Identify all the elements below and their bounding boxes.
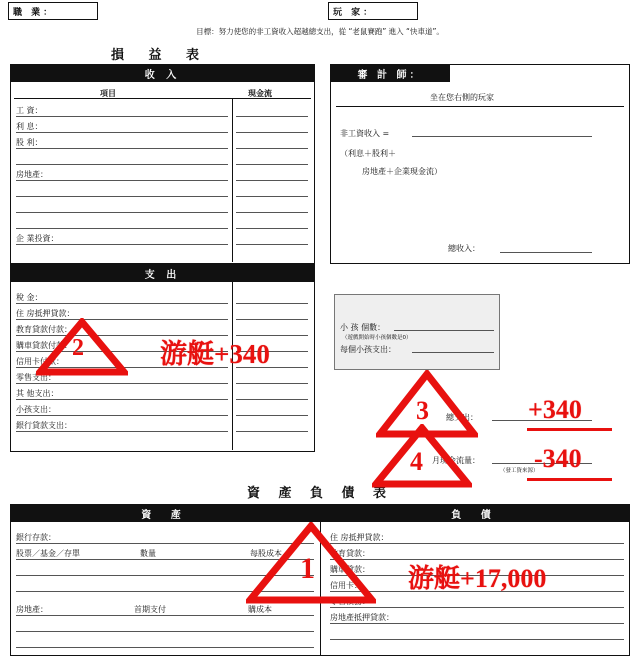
assets-header-label: 資 產 <box>141 509 189 521</box>
income-row-rule[interactable] <box>236 132 308 133</box>
income-row-rule[interactable] <box>236 164 308 165</box>
income-row-rule[interactable] <box>16 228 228 229</box>
asset-row-label: 房地產： <box>16 605 48 614</box>
annotation-number-1: 1 <box>300 552 315 585</box>
expense-row-label: 零售支出： <box>16 373 56 382</box>
non-wage-income-rule[interactable] <box>412 136 592 137</box>
income-row-rule[interactable] <box>236 148 308 149</box>
income-row-rule[interactable] <box>236 228 308 229</box>
auditor-subtitle: 坐在您右側的玩家 <box>430 93 494 102</box>
income-row-label: 工 資： <box>16 106 43 115</box>
expense-row-label: 小孩支出： <box>16 405 56 414</box>
liability-row-rule[interactable] <box>330 543 624 544</box>
total-expense-label: 總支出： <box>446 413 478 422</box>
balance-sheet-divider <box>320 522 321 656</box>
total-income-label: 總收入： <box>448 244 480 253</box>
per-child-expense-rule[interactable] <box>412 352 494 353</box>
liability-row-label: 零售債務： <box>330 597 370 606</box>
income-row-label: 房地產： <box>16 170 48 179</box>
annotation-number-4: 4 <box>410 447 423 476</box>
expense-row-label: 教育貸款付款： <box>16 325 72 334</box>
expense-row-label: 稅 金： <box>16 293 43 302</box>
asset-row-label: 銀行存款： <box>16 533 56 542</box>
asset-col-qty: 數量 <box>140 549 156 558</box>
income-row-rule[interactable] <box>16 148 228 149</box>
annotation-plus-340-underline <box>527 428 612 431</box>
annotation-number-2: 2 <box>72 335 84 361</box>
liability-row-label: 教育貸款： <box>330 549 370 558</box>
expense-row-rule[interactable] <box>16 383 228 384</box>
expense-row-rule[interactable] <box>236 431 308 432</box>
goal-text: 目標：努力使您的非工資收入超越總支出，從 “老鼠賽跑” 進入 “快車道”。 <box>196 27 444 36</box>
expense-row-rule[interactable] <box>16 303 228 304</box>
asset-col-downpay: 首期支付 <box>134 605 166 614</box>
annotation-number-3: 3 <box>416 396 429 425</box>
liability-row-label: 購車貸款： <box>330 565 370 574</box>
income-row-rule[interactable] <box>16 132 228 133</box>
expense-row-rule[interactable] <box>236 303 308 304</box>
expense-header <box>10 264 315 282</box>
player-tab-label: 玩 家： <box>333 7 376 18</box>
auditor-subtitle-rule <box>336 106 624 107</box>
annotation-yacht-340: 游艇+340 <box>160 339 270 369</box>
expense-row-rule[interactable] <box>236 383 308 384</box>
income-row-label: 股 利： <box>16 138 43 147</box>
income-row-rule[interactable] <box>236 116 308 117</box>
income-row-rule[interactable] <box>16 116 228 117</box>
annotation-plus-340: +340 <box>528 395 582 424</box>
income-row-label: 企 業投資： <box>16 234 59 243</box>
income-row-rule[interactable] <box>236 196 308 197</box>
formula-line-1: （利息＋股利＋ <box>340 149 396 158</box>
expense-row-rule[interactable] <box>16 431 228 432</box>
asset-row-rule[interactable] <box>16 559 314 560</box>
income-row-rule[interactable] <box>16 196 228 197</box>
asset-row-rule[interactable] <box>16 647 314 648</box>
income-col-item: 項目 <box>100 89 116 98</box>
asset-row-rule[interactable] <box>16 543 314 544</box>
liabilities-header <box>320 504 630 522</box>
total-income-rule[interactable] <box>500 252 592 253</box>
expense-header-label: 支 出 <box>144 269 181 281</box>
income-row-rule[interactable] <box>236 212 308 213</box>
per-child-expense-label: 每個小孩支出： <box>340 345 396 354</box>
income-statement-title: 損 益 表 <box>110 48 210 63</box>
balance-sheet-title: 資 產 負 債 表 <box>246 486 394 501</box>
expense-row-rule[interactable] <box>236 319 308 320</box>
income-row-label: 利 息： <box>16 122 43 131</box>
asset-row-label: 股票／基金／存單 <box>16 549 80 558</box>
asset-row-rule[interactable] <box>16 615 314 616</box>
annotation-minus-340-underline <box>527 478 612 481</box>
liability-row-label: 信用卡： <box>330 581 362 590</box>
expense-row-label: 購車貸款付款： <box>16 341 72 350</box>
asset-row-rule[interactable] <box>16 575 314 576</box>
income-col-rule <box>14 98 311 99</box>
expense-row-label: 銀行貸款支出： <box>16 421 72 430</box>
expense-row-label: 住 房抵押貸款： <box>16 309 75 318</box>
monthly-cashflow-note: （發工資來源） <box>500 468 539 474</box>
expense-row-rule[interactable] <box>16 415 228 416</box>
occupation-tab-label: 職 業： <box>13 7 56 18</box>
auditor-header <box>330 64 450 82</box>
formula-line-2: 房地產＋企業現金流） <box>362 167 442 176</box>
children-count-label: 小 孩 個數： <box>340 323 386 332</box>
income-header <box>10 64 315 82</box>
income-row-rule[interactable] <box>16 244 228 245</box>
expense-row-rule[interactable] <box>16 399 228 400</box>
income-row-rule[interactable] <box>16 164 228 165</box>
asset-col-cost: 每股成本 <box>250 549 282 558</box>
liability-row-label: 住 房抵押貸款： <box>330 533 389 542</box>
auditor-header-label: 審 計 師： <box>357 69 423 81</box>
expense-row-label: 信用卡付款： <box>16 357 64 366</box>
player-tab[interactable] <box>328 2 418 20</box>
expense-row-label: 其 他支出： <box>16 389 59 398</box>
children-count-rule[interactable] <box>394 330 494 331</box>
monthly-cashflow-label: 月現金流量： <box>432 456 480 465</box>
expense-row-rule[interactable] <box>16 319 228 320</box>
expense-row-rule[interactable] <box>236 399 308 400</box>
annotation-yacht-17000: 游艇+17,000 <box>408 564 547 593</box>
income-row-rule[interactable] <box>236 244 308 245</box>
income-header-label: 收 入 <box>144 69 181 81</box>
income-col-cashflow: 現金流 <box>248 89 272 98</box>
asset-col-total-cost: 購成本 <box>248 605 272 614</box>
liability-row-rule[interactable] <box>330 607 624 608</box>
non-wage-income-label: 非工資收入 = <box>340 129 390 138</box>
income-row-rule[interactable] <box>16 212 228 213</box>
expense-row-rule[interactable] <box>236 415 308 416</box>
income-col-divider <box>232 98 233 262</box>
occupation-tab[interactable] <box>8 2 98 20</box>
annotation-minus-340: -340 <box>534 444 582 473</box>
income-row-rule[interactable] <box>236 180 308 181</box>
asset-row-rule[interactable] <box>16 631 314 632</box>
liability-row-label: 房地產抵押貸款： <box>330 613 394 622</box>
liabilities-header-label: 負 債 <box>451 509 499 521</box>
liability-row-rule[interactable] <box>330 639 624 640</box>
liability-row-rule[interactable] <box>330 623 624 624</box>
income-row-rule[interactable] <box>16 180 228 181</box>
children-count-note: （遊戲開始時小孩個數是0） <box>342 335 412 341</box>
assets-header <box>10 504 320 522</box>
asset-row-rule[interactable] <box>16 591 314 592</box>
